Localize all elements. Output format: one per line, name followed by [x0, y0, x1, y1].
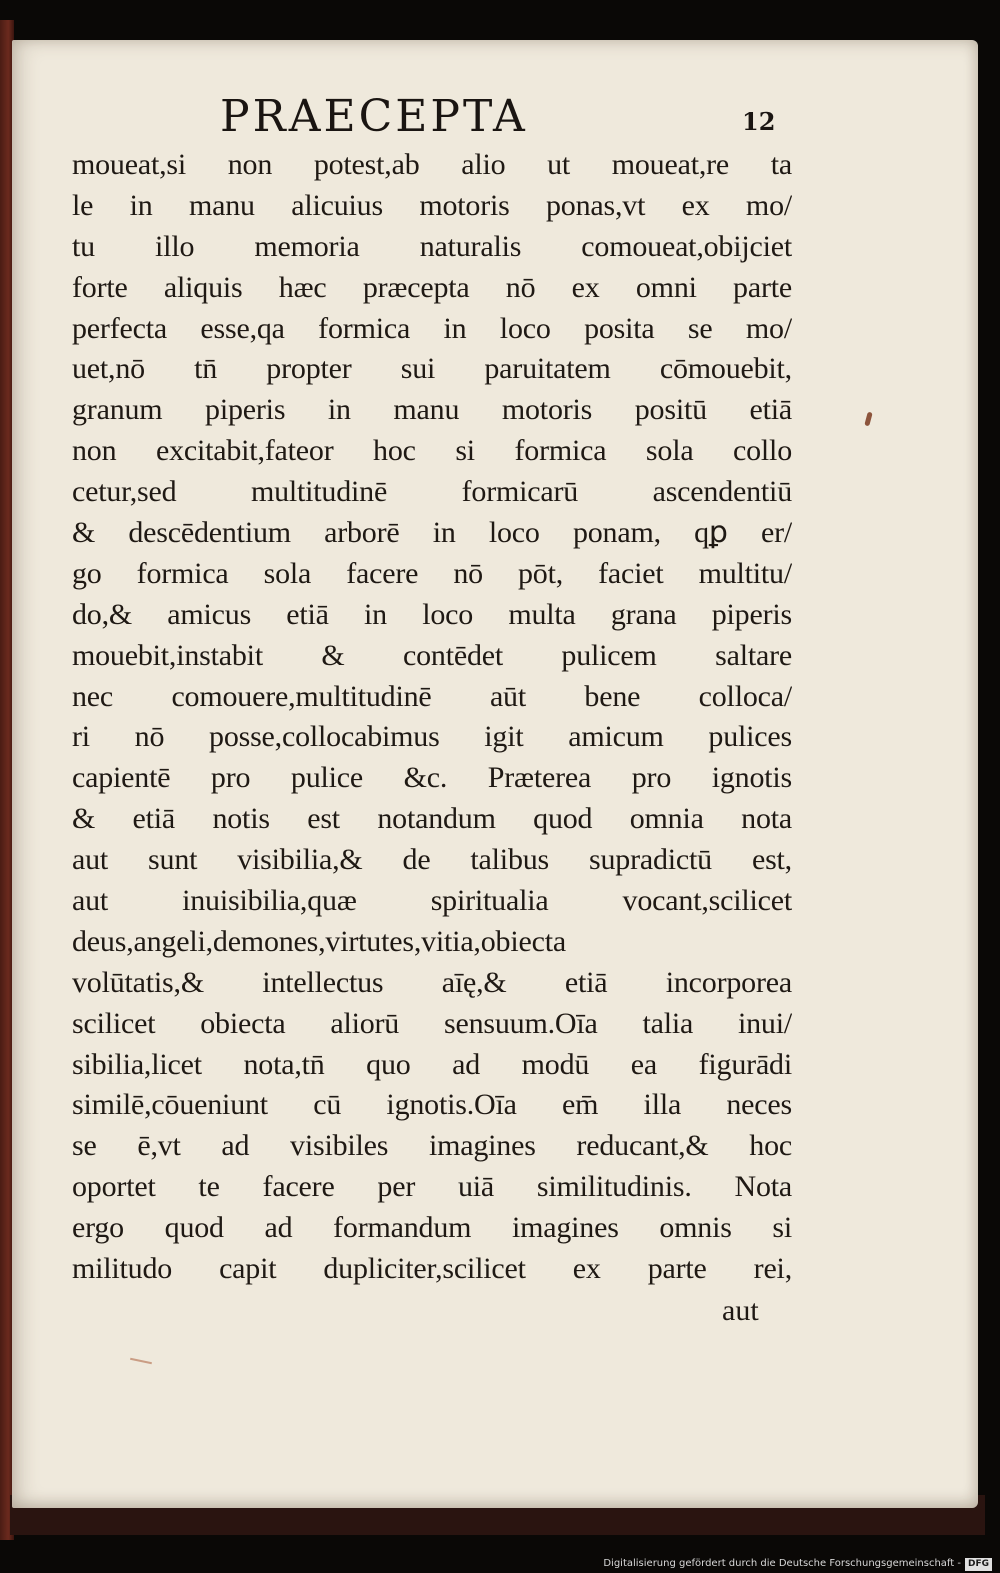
- catchword: aut: [722, 1294, 759, 1327]
- text-line: go formica sola facere nō pōt, faciet multitu/: [72, 556, 792, 590]
- text-line: cetur,sed multitudinē formicarū ascendentiū: [72, 475, 792, 509]
- text-line: uet,nō tn̄ propter sui paruitatem cōmouebit,: [72, 352, 792, 386]
- text-line: & etiā notis est notandum quod omnia nota: [72, 802, 792, 836]
- text-line: granum piperis in manu motoris positū etiā: [72, 393, 792, 427]
- text-line: militudo capit dupliciter,scilicet ex parte rei,: [72, 1252, 792, 1286]
- text-line: aut sunt visibilia,& de talibus supradictū est,: [72, 843, 792, 877]
- folio-number: 12: [742, 107, 776, 136]
- running-head: PRAECEPTA: [220, 91, 528, 142]
- text-line: tu illo memoria naturalis comoueat,obijciet: [72, 229, 792, 263]
- text-line: perfecta esse,qa formica in loco posita se mo/: [72, 311, 792, 345]
- text-line: do,& amicus etiā in loco multa grana piperis: [72, 597, 792, 631]
- text-line: aut inuisibilia,quæ spiritualia vocant,scilicet: [72, 884, 792, 918]
- digitization-footer: [603, 1557, 992, 1571]
- text-line: le in manu alicuius motoris ponas,vt ex mo/: [72, 188, 792, 222]
- text-line: se ē,vt ad visibiles imagines reducant,& hoc: [72, 1129, 792, 1163]
- footer-text: Digitalisierung gefördert durch die Deutsche Forschungsgemeinschaft -: [603, 1558, 961, 1569]
- text-line: & descēdentium arborē in loco ponam, qꝑ er/: [72, 516, 792, 550]
- text-line: deus,angeli,demones,virtutes,vitia,obiecta: [72, 924, 566, 958]
- text-line: capientē pro pulice &c. Præterea pro ignotis: [72, 761, 792, 795]
- text-line: oportet te facere per uiā similitudinis. Nota: [72, 1170, 792, 1204]
- text-block: [72, 145, 792, 1290]
- text-line: non excitabit,fateor hoc si formica sola collo: [72, 434, 792, 468]
- text-line: similē,cōueniunt cū ignotis.Oīa em̄ illa neces: [72, 1088, 792, 1122]
- text-line: sibilia,licet nota,tn̄ quo ad modū ea figurādi: [72, 1047, 792, 1081]
- text-line: ri nō posse,collocabimus igit amicum pulices: [72, 720, 792, 754]
- text-line: scilicet obiecta aliorū sensuum.Oīa talia inui/: [72, 1006, 792, 1040]
- text-line: volūtatis,& intellectus aīę,& etiā incorporea: [72, 965, 792, 999]
- text-line: moueat,si non potest,ab alio ut moueat,re ta: [72, 148, 792, 181]
- text-line: mouebit,instabit & contēdet pulicem saltare: [72, 638, 792, 672]
- dfg-logo: DFG: [965, 1558, 992, 1571]
- text-line: forte aliquis hæc præcepta nō ex omni parte: [72, 270, 792, 304]
- text-line: nec comouere,multitudinē aūt bene colloca/: [72, 679, 792, 713]
- text-line: ergo quod ad formandum imagines omnis si: [72, 1211, 792, 1245]
